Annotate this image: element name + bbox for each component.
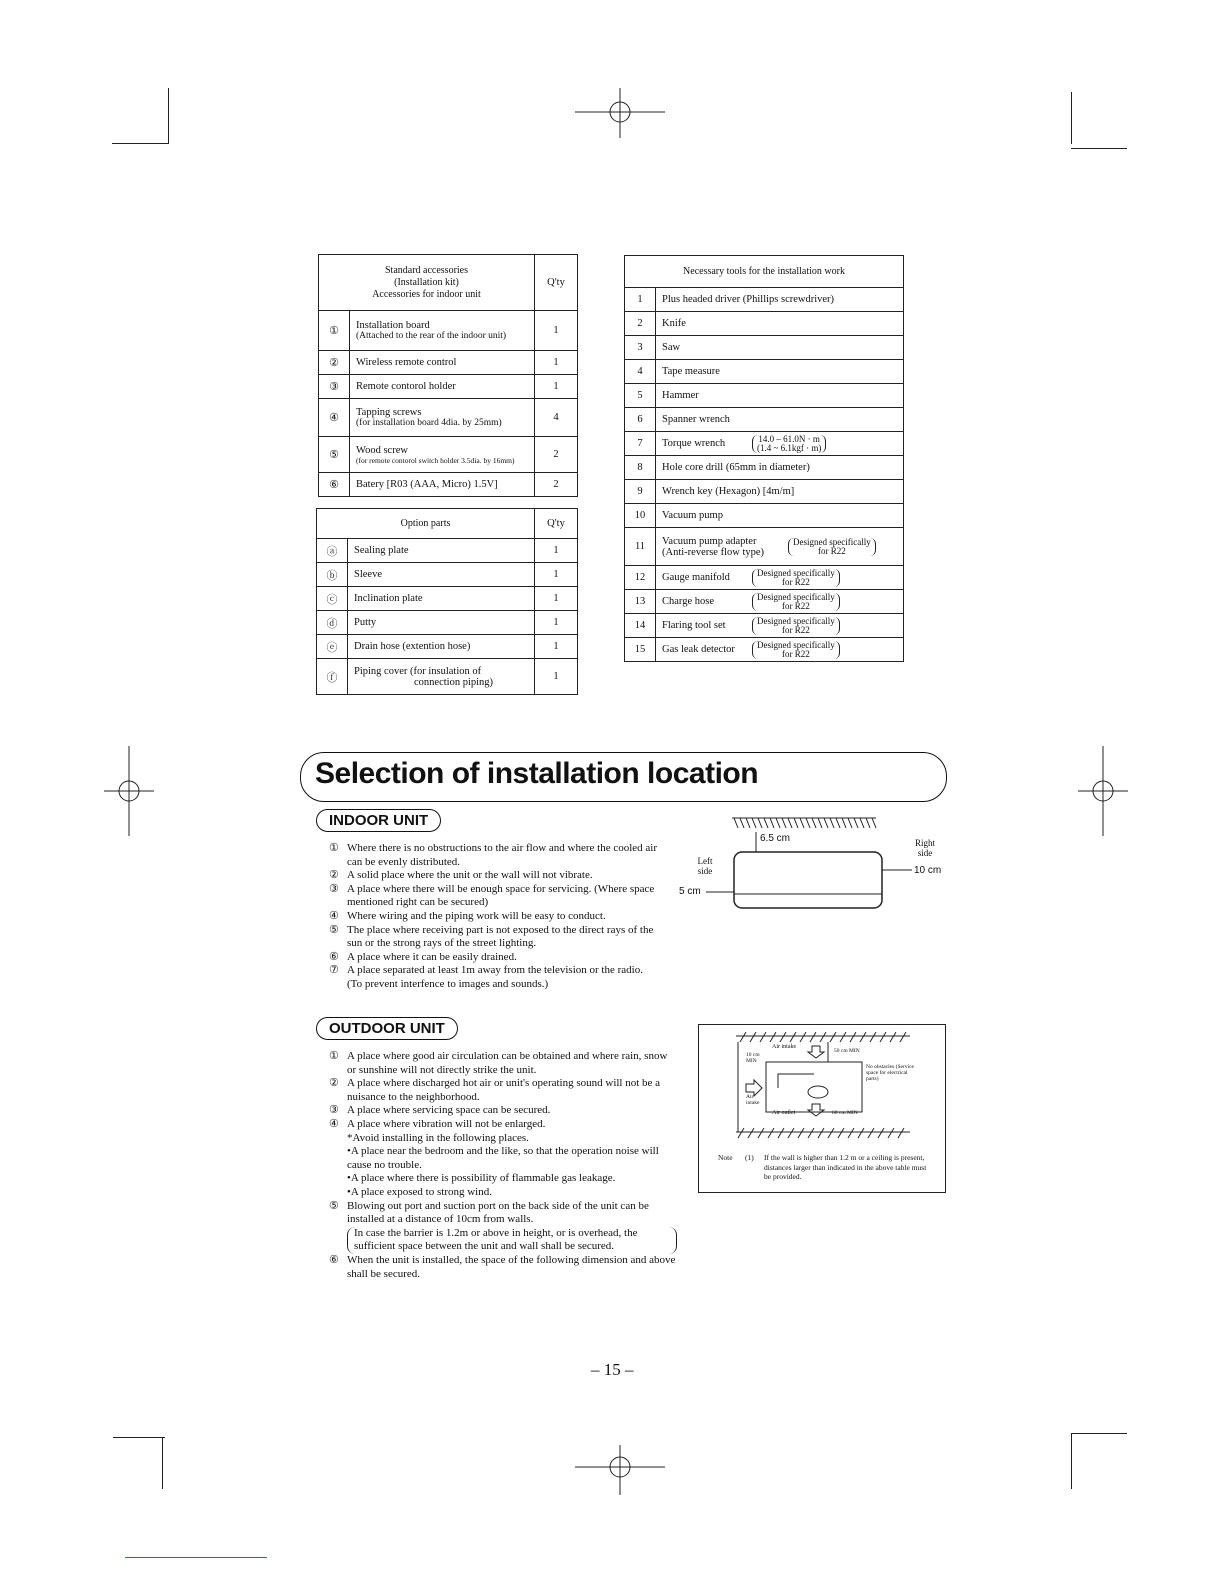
list-text: A place where there will be enough space for servicing. (Where space mentioned right can be secured) — [347, 882, 655, 909]
section-title: Selection of installation location — [315, 757, 759, 790]
crop-mark — [1071, 1433, 1072, 1489]
row-number: 9 — [625, 480, 656, 504]
tool-name: Charge hose — [662, 596, 715, 607]
list-marker: ④ — [329, 1117, 339, 1130]
list-text: Where wiring and the piping work will be easy to conduct. — [347, 909, 606, 922]
list-marker: ⑤ — [329, 923, 339, 936]
item-name: Installation board — [356, 320, 430, 331]
tool-name: Vacuum pump — [656, 504, 904, 528]
tool-spec-line: (1.4 ~ 6.1kgf · m) — [757, 442, 822, 453]
row-number: ③ — [319, 375, 350, 399]
table-header-line: Standard accessories — [384, 264, 469, 276]
item-name: Wireless remote control — [350, 351, 535, 375]
list-marker: ⑤ — [329, 1199, 339, 1212]
item-qty: 4 — [535, 399, 578, 437]
list-text: Where there is no obstructions to the air flow and where the cooled air can be evenly distributed. — [347, 842, 658, 868]
row-number: 1 — [625, 288, 656, 312]
item-qty: 1 — [535, 351, 578, 375]
no-obstacles-note: No obstacles (Service space for electrical parts) — [866, 1064, 914, 1082]
row-number: 2 — [625, 312, 656, 336]
dim-top-min: 10 cm MIN — [746, 1052, 760, 1064]
list-item — [329, 883, 669, 910]
item-name: Putty — [348, 611, 535, 635]
tool-name: Tape measure — [656, 360, 904, 384]
list-item — [329, 1200, 677, 1227]
list-paren: In case the barrier is 1.2m or above in height, or is overhead, the sufficient space between the unit and wall shall be secured. — [329, 1227, 677, 1254]
item-qty: 1 — [535, 635, 578, 659]
row-number: ⓐ — [317, 539, 348, 563]
list-text: A solid place where the unit or the wall will not vibrate. — [347, 869, 593, 882]
option-parts-table — [316, 508, 578, 695]
item-name: Sleeve — [348, 563, 535, 587]
dim-left-distance: 5 cm — [679, 886, 701, 897]
tool-spec-line: 14.0 – 61.0N · m — [758, 433, 820, 444]
outdoor-note: If the wall is higher than 1.2 m or a ceiling is present, distances larger than indicated in the above table must be provided. — [764, 1153, 927, 1181]
tool-name: Hammer — [656, 384, 904, 408]
row-number: 8 — [625, 456, 656, 480]
tool-spec-line: Designed specifically — [757, 591, 835, 602]
outdoor-requirements-list — [329, 1050, 677, 1281]
list-marker: ② — [329, 1077, 339, 1090]
list-marker: ⑥ — [329, 1253, 339, 1266]
item-name: Sealing plate — [348, 539, 535, 563]
crop-mark — [162, 1437, 163, 1489]
item-detail: (for installation board 4dia. by 25mm) — [356, 418, 502, 428]
row-number: 12 — [625, 566, 656, 590]
item-name: Remote contorol holder — [350, 375, 535, 399]
list-item — [329, 924, 669, 951]
item-detail: connection piping) — [414, 676, 494, 688]
row-number: ⓕ — [317, 659, 348, 695]
item-qty: 1 — [535, 311, 578, 351]
dim-top-right-min: 50 cm MIN — [834, 1048, 860, 1054]
tool-name: Vacuum pump adapter — [662, 535, 757, 547]
tool-spec-line: Designed specifically — [757, 615, 835, 626]
row-number: ① — [319, 311, 350, 351]
tool-spec-line: for R22 — [781, 600, 810, 611]
list-item — [329, 964, 669, 978]
row-number: 15 — [625, 638, 656, 662]
item-name: Drain hose (extention hose) — [348, 635, 535, 659]
list-item — [329, 1254, 677, 1281]
air-outlet: Air outlet — [772, 1110, 796, 1116]
dim-right-side: Right side — [914, 838, 935, 858]
avoid-item: •A place exposed to strong wind. — [347, 1185, 492, 1198]
row-number: ④ — [319, 399, 350, 437]
list-item — [329, 842, 669, 869]
item-qty: 2 — [535, 437, 578, 473]
tool-spec-line: Designed specifically — [793, 536, 871, 547]
row-number: 7 — [625, 432, 656, 456]
table-header: Option parts — [317, 509, 535, 539]
list-text: A place where it can be easily drained. — [347, 950, 517, 963]
list-marker: ③ — [329, 1104, 339, 1117]
item-qty: 1 — [535, 539, 578, 563]
crop-mark — [113, 1437, 165, 1438]
table-header: Necessary tools for the installation work — [625, 256, 904, 288]
row-number: ② — [319, 351, 350, 375]
item-qty: 1 — [535, 611, 578, 635]
list-text: Blowing out port and suction port on the back side of the unit can be installed at a distance of 10cm from walls. — [347, 1199, 649, 1226]
crop-mark — [168, 88, 169, 144]
tool-spec-line: Designed specifically — [757, 639, 835, 650]
row-number: 13 — [625, 590, 656, 614]
table-header-line: (Installation kit) — [394, 276, 459, 288]
indoor-unit-label: INDOOR UNIT — [316, 809, 441, 832]
tool-name: Spanner wrench — [656, 408, 904, 432]
dim-top: 6.5 cm — [760, 833, 791, 844]
item-detail: (Attached to the rear of the indoor unit) — [356, 331, 507, 341]
list-item — [329, 1104, 677, 1118]
tool-spec-line: for R22 — [817, 545, 846, 556]
air-intake-top: Air intake — [772, 1044, 797, 1050]
blue-underline — [125, 1557, 267, 1558]
note-label: Note — [718, 1153, 733, 1162]
list-text: A place separated at least 1m away from the television or the radio. — [347, 964, 643, 977]
list-text: A place where good air circulation can be obtained and where rain, snow or sunshine will not directly strike the unit. — [347, 1050, 668, 1076]
list-marker: ⑥ — [329, 950, 339, 963]
row-number: 4 — [625, 360, 656, 384]
row-number: ⓒ — [317, 587, 348, 611]
list-text: A place where servicing space can be secured. — [347, 1104, 551, 1117]
row-number: ⓔ — [317, 635, 348, 659]
item-name: Inclination plate — [348, 587, 535, 611]
tool-name: Knife — [656, 312, 904, 336]
crop-mark — [1071, 148, 1127, 149]
row-number: 11 — [625, 528, 656, 566]
list-item — [329, 1077, 677, 1104]
row-number: ⓑ — [317, 563, 348, 587]
item-qty: 1 — [535, 375, 578, 399]
tool-name: Flaring tool set — [662, 620, 726, 631]
outdoor-unit-label: OUTDOOR UNIT — [316, 1017, 458, 1040]
list-text: A place where discharged hot air or unit's operating sound will not be a nuisance to the neighborhood. — [347, 1077, 661, 1103]
outdoor-clearance-diagram — [730, 1028, 916, 1140]
list-marker: ③ — [329, 882, 339, 895]
tool-name: Wrench key (Hexagon) [4m/m] — [656, 480, 904, 504]
crop-mark — [1071, 1433, 1127, 1434]
page-number: – 15 – — [591, 1360, 634, 1379]
list-note: (To prevent interfence to images and sounds.) — [347, 977, 549, 990]
list-text: A place where vibration will not be enlarged. — [347, 1117, 546, 1130]
row-number: 3 — [625, 336, 656, 360]
registration-mark-bottom — [575, 1445, 665, 1495]
item-qty: 1 — [535, 563, 578, 587]
list-item — [329, 869, 669, 883]
registration-mark-top — [575, 88, 665, 138]
list-text: When the unit is installed, the space of the following dimension and above shall be secured. — [347, 1253, 676, 1280]
tool-name: Torque wrench — [662, 438, 726, 449]
air-intake-left: Air intake — [746, 1094, 760, 1106]
note-number: (1) — [745, 1153, 754, 1162]
item-qty: 1 — [535, 587, 578, 611]
tool-name-detail: (Anti-reverse flow type) — [662, 546, 765, 558]
tool-name: Gas leak detector — [662, 644, 735, 655]
tool-spec-line: for R22 — [781, 576, 810, 587]
list-marker: ① — [329, 1050, 339, 1062]
list-marker: ① — [329, 842, 339, 854]
tools-table — [624, 255, 904, 662]
tool-name: Saw — [656, 336, 904, 360]
avoid-item: •A place near the bedroom and the like, so that the operation noise will cause no trouble. — [347, 1145, 659, 1171]
item-name: Piping cover (for insulation of — [354, 665, 482, 677]
dim-bottom-min: 60 cm MIN — [832, 1110, 858, 1116]
item-qty: 2 — [535, 473, 578, 497]
row-number: 6 — [625, 408, 656, 432]
avoid-title: *Avoid installing in the following places. — [347, 1131, 529, 1144]
item-detail: (for remote contorol switch holder 3.5dia. by 16mm) — [356, 455, 515, 465]
avoid-item: •A place where there is possibility of flammable gas leakage. — [347, 1172, 616, 1185]
tool-name: Hole core drill (65mm in diameter) — [656, 456, 904, 480]
section-title-frame — [300, 752, 947, 802]
item-qty: 1 — [535, 659, 578, 695]
tool-spec-line: for R22 — [781, 624, 810, 635]
row-number: 10 — [625, 504, 656, 528]
indoor-requirements-list — [329, 842, 669, 992]
list-marker: ② — [329, 869, 339, 882]
row-number: 14 — [625, 614, 656, 638]
qty-header: Q'ty — [535, 255, 578, 311]
list-item — [329, 910, 669, 924]
list-marker: ⑦ — [329, 964, 339, 977]
row-number: ⑥ — [319, 473, 350, 497]
item-name: Tapping screws — [356, 407, 422, 418]
standard-accessories-table — [318, 254, 578, 497]
registration-mark-right — [1078, 746, 1128, 836]
list-item — [329, 951, 669, 965]
dim-right-distance: 10 cm — [914, 865, 942, 876]
qty-header: Q'ty — [535, 509, 578, 539]
tool-spec-line: for R22 — [781, 648, 810, 659]
list-text: The place where receiving part is not exposed to the direct rays of the sun or the strong rays of the street lighting. — [347, 923, 654, 950]
item-name: Wood screw — [356, 444, 408, 456]
row-number: ⑤ — [319, 437, 350, 473]
crop-mark — [1071, 92, 1072, 144]
tool-name: Plus headed driver (Phillips screwdriver) — [656, 288, 904, 312]
row-number: ⓓ — [317, 611, 348, 635]
list-marker: ④ — [329, 909, 339, 922]
registration-mark-left — [104, 746, 154, 836]
table-header-line: Accessories for indoor unit — [372, 288, 481, 300]
dim-left-side: Left side — [697, 856, 713, 876]
row-number: 5 — [625, 384, 656, 408]
crop-mark — [112, 143, 168, 144]
list-item — [329, 1050, 677, 1077]
item-name: Batery [R03 (AAA, Micro) 1.5V] — [350, 473, 535, 497]
list-item — [329, 1118, 677, 1132]
tool-name: Gauge manifold — [662, 572, 730, 583]
tool-spec-line: Designed specifically — [757, 567, 835, 578]
